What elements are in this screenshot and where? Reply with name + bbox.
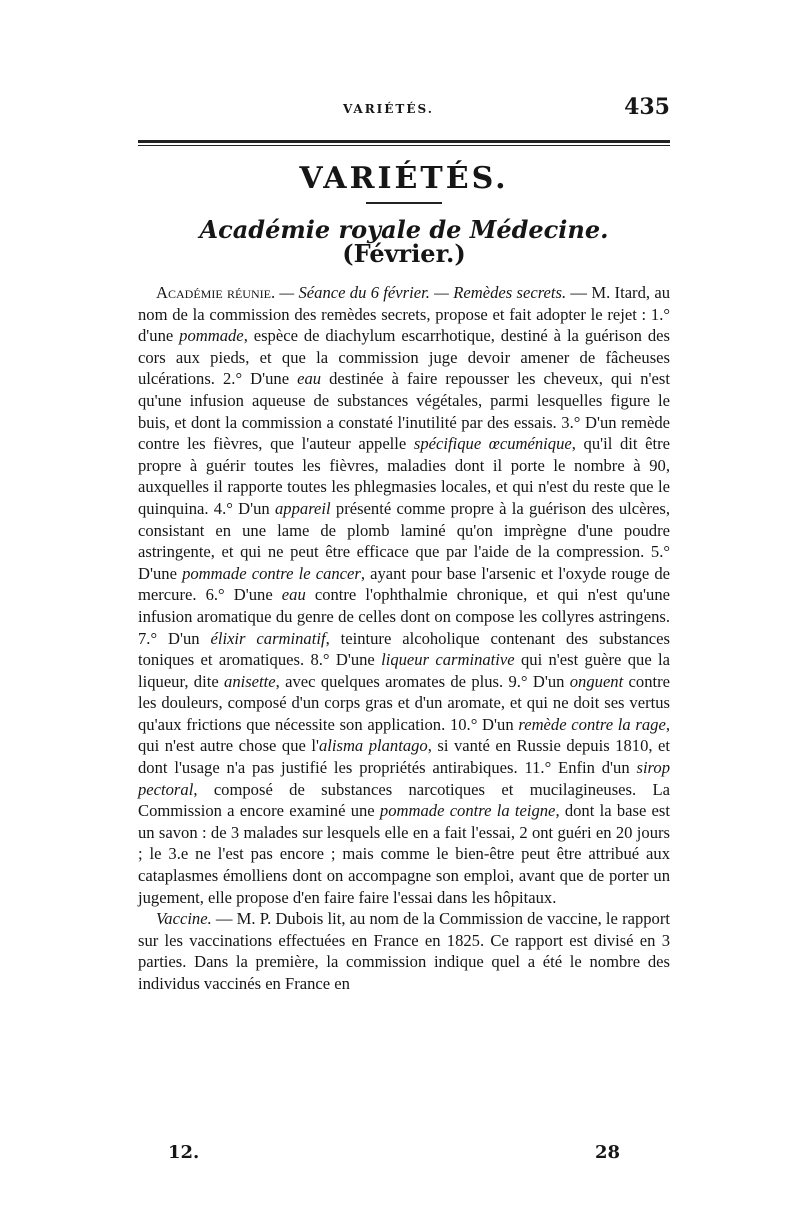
paragraph-vaccine — [138, 908, 670, 994]
session-label: Académie réunie. — [156, 283, 276, 302]
running-head — [138, 90, 670, 126]
italic-term: anisette — [224, 671, 276, 691]
academy-heading — [138, 215, 670, 268]
section-divider — [366, 202, 442, 204]
italic-term: onguent — [569, 671, 624, 691]
italic-term: élixir carminatif — [210, 628, 326, 648]
text-run: , si vanté en Russie depuis 1810, et dont l'usage n'a pas justifié les propriétés antirabiques. 11.° Enfin d'un — [138, 736, 670, 778]
page-footer — [138, 1142, 670, 1170]
text-run: , ayant pour base l'arsenic et l'oxyde rouge de mercure. 6.° D'une — [138, 563, 670, 605]
italic-term: pommade contre la teigne — [379, 801, 556, 821]
page-number: 435 — [624, 94, 670, 120]
paragraph-remedes-secrets — [138, 282, 670, 908]
italic-term: spécifique œcuménique — [413, 434, 572, 454]
header-double-rule — [138, 140, 670, 146]
section-title: VARIÉTÉS. — [299, 161, 509, 196]
month-label: (Février.) — [342, 239, 466, 268]
session-date: — Séance du 6 février. — [275, 283, 430, 302]
italic-term: pommade — [179, 326, 244, 346]
text-run: destinée à faire repousser les cheveux, qui n'est qu'une infusion aqueuse de substances végétales, parmi lesquelles figure le buis, et dont la commission a constaté l'inutilité par des essais. 3.° D'un remède contre les fièvres, que l'auteur appelle — [138, 369, 670, 454]
text-run: contre l'ophthalmie chronique, et qui n'est qu'une infusion aromatique du genre de celles dont on compose les collyres astringens. 7.° D'un — [138, 585, 670, 648]
text-run: — M. Itard, au nom de la commission des remèdes secrets, propose et fait adopter le rejet : 1.° d'une — [138, 283, 671, 346]
italic-term: eau — [281, 585, 306, 605]
text-run: , dont la base est un savon : de 3 malades sur lesquels elle en a fait l'essai, 2 ont guéri en 20 jours ; le 3.e ne l'est pas encore ; mais comme le bien-être peut être attribué aux cataplasmes émolliens dont on accompagne son emploi, avant que de porter un jugement, elle propose d'en faire faire l'essai dans les hôpitaux. — [138, 801, 670, 907]
italic-term: eau — [297, 369, 322, 389]
text-run: , teinture alcoholique contenant des substances toniques et aromatiques. 8.° D'une — [138, 628, 670, 670]
italic-term: pommade contre le cancer — [182, 563, 361, 583]
italic-term: alisma plantago — [318, 736, 428, 756]
italic-term: remède contre la rage — [518, 714, 666, 734]
text-run: — M. P. Dubois lit, au nom de la Commission de vaccine, le rapport sur les vaccinations effectuées en France en 1825. Ce rapport est divisé en 3 parties. Dans la première, la commission indique quel a été le nombre des individus vaccinés en France en — [138, 909, 670, 993]
italic-term: liqueur carminative — [381, 650, 515, 670]
text-run: qui n'est guère que la liqueur, dite — [138, 650, 670, 691]
running-title: VARIÉTÉS. — [343, 102, 434, 116]
article-body — [138, 282, 670, 995]
academy-name: Académie royale de Médecine. — [199, 215, 609, 244]
text-run: , composé de substances narcotiques et mucilagineuses. La Commission a encore examiné une — [138, 779, 670, 821]
text-run: , avec quelques aromates de plus. 9.° D'un — [275, 671, 570, 691]
page — [138, 90, 670, 1170]
italic-term: appareil — [275, 498, 331, 518]
text-run: , espèce de diachylum escarrhotique, destiné à la guérison des cors aux pieds, et que la commission juge devoir amener de fâcheuses ulcérations. 2.° D'une — [138, 326, 670, 389]
text-run: présenté comme propre à la guérison des ulcères, consistant en une lame de plomb laminé qu'on imprègne d'une poudre astringente, et qui ne peut être efficace que par l'aide de la compression. 5.° D'une — [138, 498, 670, 583]
text-run: contre les douleurs, composé d'un corps gras et d'un aromate, et qui ne doit ses vertus qu'aux frictions que nécessite son application. 10.° D'un — [138, 671, 670, 734]
vaccine-label: Vaccine. — [156, 909, 212, 929]
text-run: , qu'il dit être propre à guérir toutes les fièvres, maladies dont il porte le nombre à 90, auxquelles il rapporte toutes les phlegmasies locales, et qui n'est du reste que le quinquina. 4.° D'un — [138, 434, 670, 518]
italic-term: sirop pectoral — [138, 758, 670, 799]
topic-label: — Remèdes secrets. — [429, 283, 567, 302]
sheet-number: 28 — [594, 1142, 620, 1163]
text-run: , qui n'est autre chose que l' — [138, 714, 671, 756]
signature-mark: 12. — [168, 1142, 200, 1163]
